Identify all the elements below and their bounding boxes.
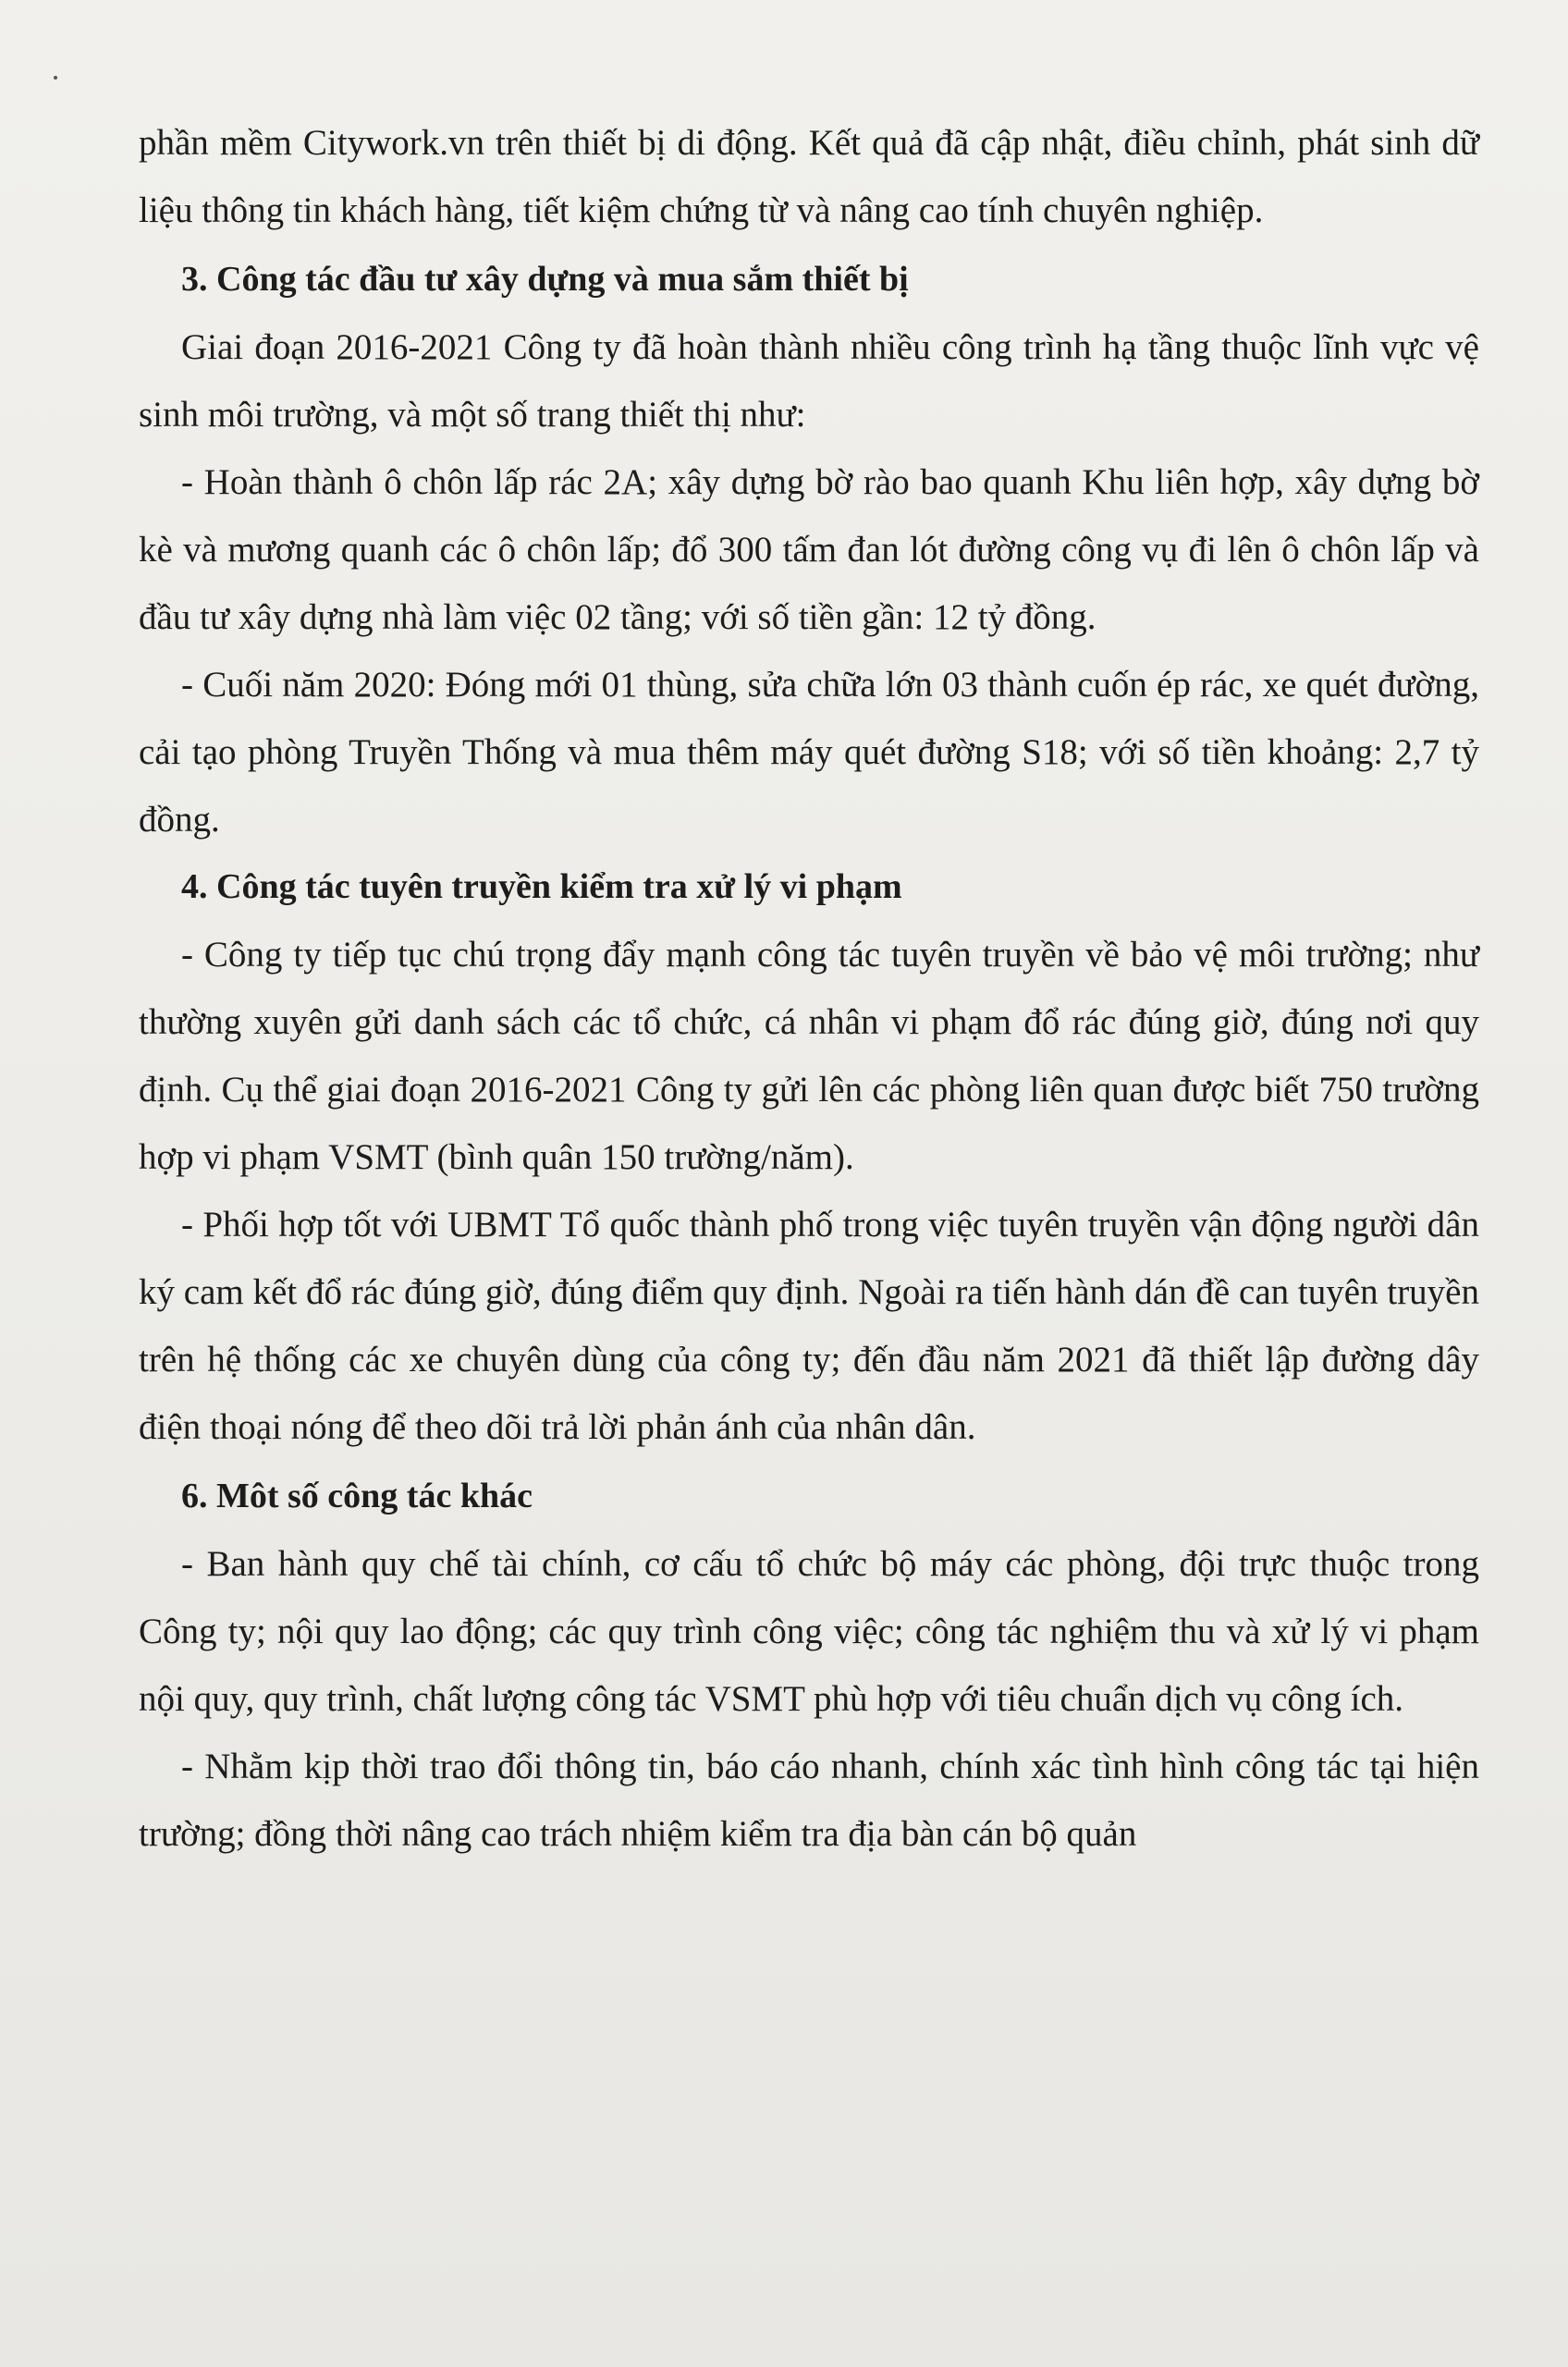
paragraph-propaganda: - Công ty tiếp tục chú trọng đẩy mạnh công tác tuyên truyền về bảo vệ môi trường; như thường xuyên gửi danh sách các tổ chức, cá nhân vi phạm đổ rác đúng giờ, đúng nơi quy định. Cụ thể giai đoạn 2016-2021 Công ty gửi lên các phòng liên quan được biết 750 trường hợp vi phạm VSMT (bình quân 150 trường/năm). (139, 935, 1479, 1177)
paragraph-regulations: - Ban hành quy chế tài chính, cơ cấu tổ chức bộ máy các phòng, đội trực thuộc trong Công ty; nội quy lao động; các quy trình công việc; công tác nghiệm thu và xử lý vi phạm nội quy, quy trình, chất lượng công tác VSMT phù hợp với tiêu chuẩn dịch vụ công ích. (139, 1544, 1479, 1719)
paragraph-coordination: - Phối hợp tốt với UBMT Tổ quốc thành phố trong việc tuyên truyền vận động người dân ký cam kết đổ rác đúng giờ, đúng điểm quy định. Ngoài ra tiến hành dán đề can tuyên truyền trên hệ thống các xe chuyên dùng của công ty; đến đầu năm 2021 đã thiết lập đường dây điện thoại nóng để theo dõi trả lời phản ánh của nhân dân. (139, 1205, 1479, 1447)
paragraph-end-2020: - Cuối năm 2020: Đóng mới 01 thùng, sửa chữa lớn 03 thành cuốn ép rác, xe quét đường, cải tạo phòng Truyền Thống và mua thêm máy quét đường S18; với số tiền khoảng: 2,7 tỷ đồng. (139, 665, 1479, 840)
section-heading-3: 3. Công tác đầu tư xây dựng và mua sắm thiết bị (181, 260, 909, 299)
paragraph-intro-construction: Giai đoạn 2016-2021 Công ty đã hoàn thành nhiều công trình hạ tầng thuộc lĩnh vực vệ sinh môi trường, và một số trang thiết thị như: (139, 327, 1479, 435)
section-heading-4: 4. Công tác tuyên truyền kiểm tra xử lý vi phạm (181, 867, 902, 906)
paragraph-continuation: phần mềm Citywork.vn trên thiết bị di động. Kết quả đã cập nhật, điều chỉnh, phát sinh dữ liệu thông tin khách hàng, tiết kiệm chứng từ và nâng cao tính chuyên nghiệp. (139, 123, 1479, 230)
paragraph-landfill: - Hoàn thành ô chôn lấp rác 2A; xây dựng bờ rào bao quanh Khu liên hợp, xây dựng bờ kè và mương quanh các ô chôn lấp; đổ 300 tấm đan lót đường công vụ đi lên ô chôn lấp và đầu tư xây dựng nhà làm việc 02 tầng; với số tiền gần: 12 tỷ đồng. (139, 462, 1479, 637)
page-speck (54, 76, 57, 80)
section-heading-6: 6. Môt số công tác khác (181, 1477, 533, 1515)
paragraph-information: - Nhằm kịp thời trao đổi thông tin, báo cáo nhanh, chính xác tình hình công tác tại hiện trường; đồng thời nâng cao trách nhiệm kiểm tra địa bàn cán bộ quản (139, 1747, 1479, 1854)
